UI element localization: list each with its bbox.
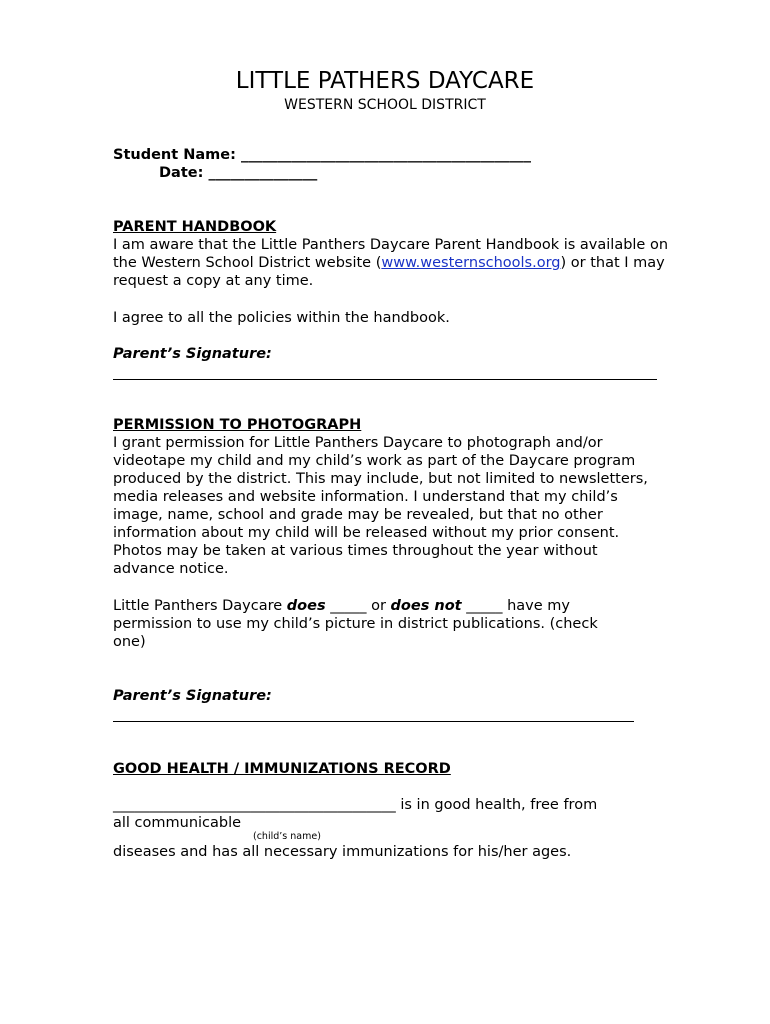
childs-name-caption: (child’s name)	[253, 831, 321, 842]
student-name-line	[113, 146, 673, 164]
page-title: LITTLE PATHERS DAYCARE	[235, 68, 535, 94]
does-not-blank[interactable]: _____	[461, 598, 508, 614]
photo-permission-text: I grant permission for Little Panthers Daycare to photograph and/or videotape my child and my child’s work as part of the Daycare program produced by the district. This may include, but not limited to newsletters, media releases and website information. I understand that my child’s image, name, school and grade may be revealed, but that no other information about my child will be released without my prior consent. Photos may be taken at various times throughout the year without advance notice.	[113, 435, 648, 577]
health-line-3: diseases and has all necessary immunizations for his/her ages.	[113, 844, 572, 860]
photo-signature-label: Parent’s Signature:	[113, 688, 272, 704]
date-blank[interactable]: _______________	[208, 165, 318, 181]
does-blank[interactable]: _____	[325, 598, 372, 614]
handbook-agree-text: I agree to all the policies within the handbook.	[113, 310, 450, 326]
page-subtitle: WESTERN SCHOOL DISTRICT	[284, 97, 486, 113]
handbook-signature-label: Parent’s Signature:	[113, 346, 272, 362]
photo-signature-line[interactable]	[113, 721, 634, 722]
health-heading: GOOD HEALTH / IMMUNIZATIONS RECORD	[113, 761, 451, 777]
parent-handbook-section	[113, 218, 673, 290]
health-line-2: all communicable	[113, 815, 242, 831]
handbook-text: I am aware that the Little Panthers Daycare Parent Handbook is available on the Western School District website (www.westernschools.org) or that I may request a copy at any time.	[113, 237, 669, 289]
health-line-1: _______________________________________ is in good health, free from	[113, 797, 598, 813]
student-name-label: Student Name:	[113, 147, 236, 163]
child-name-blank[interactable]: _______________________________________	[113, 797, 396, 813]
does-option: does	[286, 598, 326, 614]
parent-handbook-heading: PARENT HANDBOOK	[113, 219, 277, 235]
photo-choice-text: Little Panthers Daycare does _____ or does not _____ have my permission to use my child’s picture in district publications. (check one)	[113, 598, 598, 650]
photo-permission-section	[113, 416, 663, 578]
handbook-signature-line[interactable]	[113, 379, 657, 380]
photo-permission-heading: PERMISSION TO PHOTOGRAPH	[113, 417, 362, 433]
date-line	[159, 164, 719, 182]
does-not-option: does not	[390, 598, 462, 614]
student-name-blank[interactable]: ________________________________________	[240, 147, 531, 163]
website-link[interactable]: www.westernschools.org	[381, 255, 561, 271]
date-label: Date:	[159, 165, 204, 181]
